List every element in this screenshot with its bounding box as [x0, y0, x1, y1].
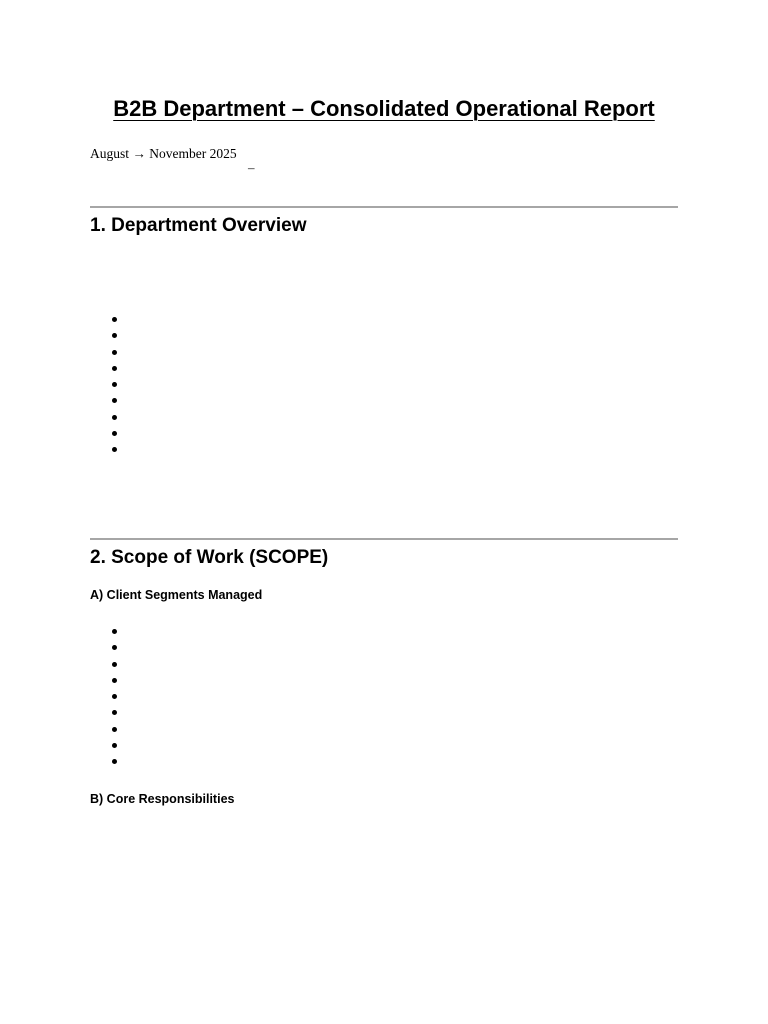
list-item — [112, 624, 672, 640]
document-title — [0, 93, 768, 125]
list-item — [112, 426, 672, 442]
department-overview-list — [112, 312, 672, 459]
list-item — [112, 393, 672, 409]
bullet-dot-icon — [112, 431, 117, 436]
section-heading-scope-of-work: 2. Scope of Work (SCOPE) — [90, 547, 329, 568]
list-item — [112, 722, 672, 738]
bullet-dot-icon — [112, 398, 117, 403]
bullet-dot-icon — [112, 629, 117, 634]
stray-dash-mark: – — [248, 160, 255, 175]
bullet-dot-icon — [112, 710, 117, 715]
bullet-dot-icon — [112, 743, 117, 748]
bullet-dot-icon — [112, 447, 117, 452]
list-item — [112, 673, 672, 689]
list-item — [112, 442, 672, 458]
list-item — [112, 345, 672, 361]
list-item — [112, 657, 672, 673]
bullet-dot-icon — [112, 662, 117, 667]
list-item — [112, 328, 672, 344]
section-divider — [90, 206, 678, 208]
bullet-dot-icon — [112, 415, 117, 420]
bullet-dot-icon — [112, 759, 117, 764]
section-divider — [90, 538, 678, 540]
section-heading-department-overview: 1. Department Overview — [90, 215, 307, 236]
bullet-dot-icon — [112, 678, 117, 683]
list-item — [112, 377, 672, 393]
list-item — [112, 689, 672, 705]
bullet-dot-icon — [112, 382, 117, 387]
list-item — [112, 754, 672, 770]
report-date-range: August → November 2025 — [90, 146, 237, 161]
bullet-dot-icon — [112, 333, 117, 338]
list-item — [112, 361, 672, 377]
client-segments-list — [112, 624, 672, 771]
list-item — [112, 640, 672, 656]
bullet-dot-icon — [112, 694, 117, 699]
subheading-core-responsibilities: B) Core Responsibilities — [90, 792, 235, 806]
list-item — [112, 705, 672, 721]
list-item — [112, 410, 672, 426]
document-title-text: B2B Department – Consolidated Operational Report — [113, 96, 655, 121]
list-item — [112, 738, 672, 754]
bullet-dot-icon — [112, 727, 117, 732]
bullet-dot-icon — [112, 645, 117, 650]
subheading-client-segments: A) Client Segments Managed — [90, 588, 263, 602]
bullet-dot-icon — [112, 350, 117, 355]
bullet-dot-icon — [112, 317, 117, 322]
bullet-dot-icon — [112, 366, 117, 371]
list-item — [112, 312, 672, 328]
